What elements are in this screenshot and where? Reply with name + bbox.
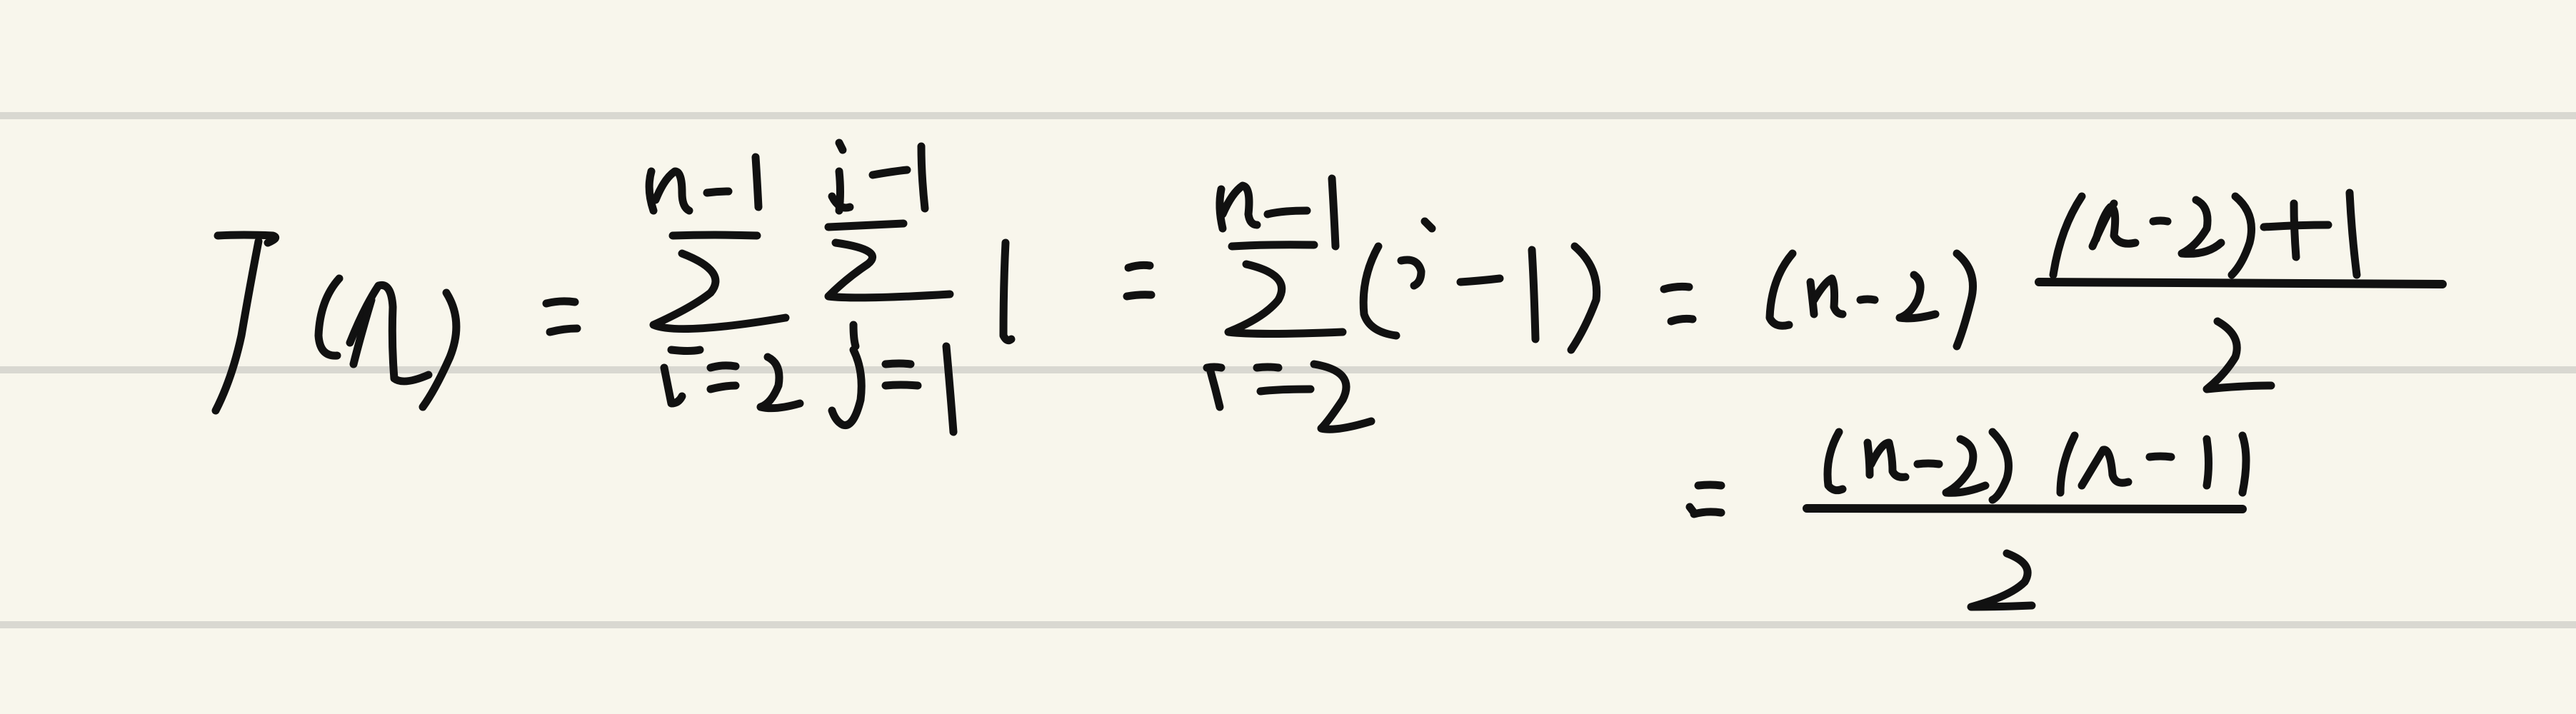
- fraction-1: [2039, 193, 2442, 389]
- sum-i: [649, 157, 800, 408]
- fraction-2-bar: [1807, 508, 2242, 509]
- equation-line-1: [216, 143, 2442, 432]
- paren-n-group: [319, 278, 456, 407]
- fraction-2-numerator: [1828, 432, 2246, 500]
- sum-j: [828, 143, 953, 432]
- sum-i-2: [1207, 178, 1371, 429]
- fraction-2-denominator: [1971, 553, 2032, 607]
- equals-n-minus-2: [1664, 253, 1973, 346]
- letter-T: [216, 235, 276, 411]
- equals-1: [546, 301, 577, 332]
- digit-1: [1003, 243, 1011, 341]
- equals-3: [1690, 485, 1721, 514]
- equation-line-2: [1690, 432, 2246, 607]
- paren-i-minus-1: [1363, 221, 1596, 350]
- equals-2: [1127, 265, 1151, 296]
